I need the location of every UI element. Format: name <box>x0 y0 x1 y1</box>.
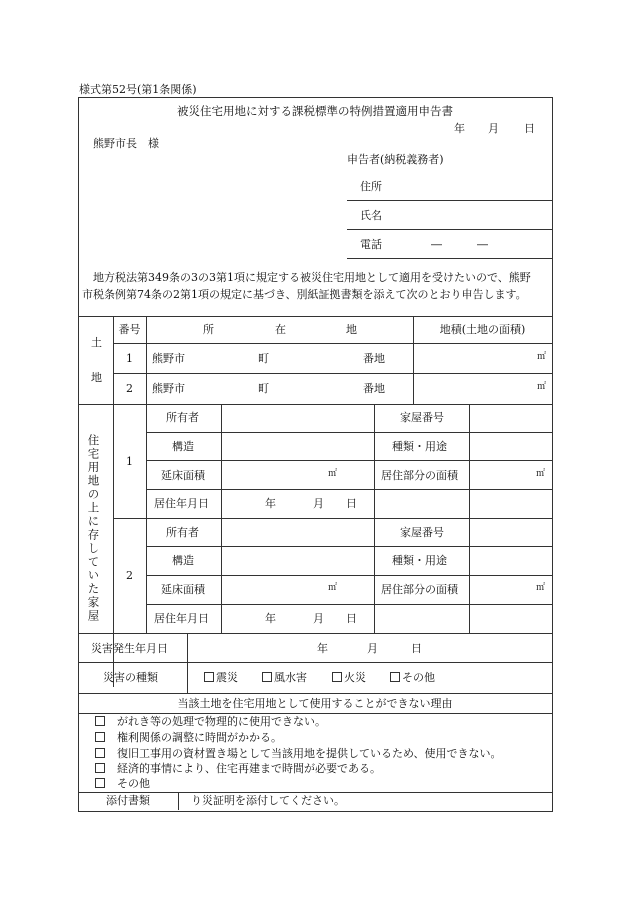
house-section-label: 住宅用地の上に存していた家屋 <box>86 434 101 623</box>
attachments-label: 添付書類 <box>106 794 150 807</box>
floor-area-label: 延床面積 <box>161 583 205 596</box>
phone-label: 電話 <box>360 238 382 251</box>
house-no-label: 家屋番号 <box>400 411 444 424</box>
form-number: 様式第52号(第1条関係) <box>79 83 197 96</box>
land-row-city: 熊野市 <box>152 352 185 365</box>
land-top-border <box>78 316 552 317</box>
reason-item-5[interactable]: その他 <box>95 778 150 789</box>
reason-item-2[interactable]: 権利関係の調整に時間がかかる。 <box>95 732 282 743</box>
land-header-line <box>113 343 552 344</box>
house-block-no: 1 <box>126 455 133 468</box>
house-line-3 <box>146 489 552 490</box>
form-title: 被災住宅用地に対する課税標準の特例措置適用申告書 <box>177 104 453 118</box>
type-label: 種類・用途 <box>392 554 447 567</box>
disaster-date-bottom <box>78 662 552 663</box>
land-bottom-border <box>78 404 552 405</box>
house-line-5 <box>146 546 552 547</box>
name-label: 氏名 <box>360 209 382 222</box>
type-label: 種類・用途 <box>392 440 447 453</box>
land-row-lot: 番地 <box>363 382 385 395</box>
addressee: 熊野市長 様 <box>93 137 159 150</box>
land-section-label: 土 <box>91 336 102 349</box>
structure-label: 構造 <box>172 440 194 453</box>
residence-date-label: 居住年月日 <box>154 497 209 510</box>
house-block-no: 2 <box>126 569 133 582</box>
checkbox-icon[interactable] <box>95 778 105 788</box>
phone-dash-2: ― <box>477 238 488 251</box>
disaster-type-label: 災害の種類 <box>103 671 158 684</box>
land-col-area: 地積(土地の面積) <box>439 323 526 336</box>
checkbox-icon[interactable] <box>95 748 105 758</box>
floor-area-label: 延床面積 <box>161 469 205 482</box>
name-line <box>347 229 552 230</box>
statement-line-1: 地方税法第349条の3の3第1項に規定する被災住宅用地として適用を受けたいので、熊野 <box>93 271 531 284</box>
residence-year: 年 <box>265 612 276 625</box>
disaster-label-divider <box>187 633 188 693</box>
reasons-heading: 当該土地を住宅用地として使用することができない理由 <box>177 697 453 710</box>
land-row-city: 熊野市 <box>152 382 185 395</box>
residential-area-label: 居住部分の面積 <box>381 469 458 482</box>
house-block-divider <box>113 518 552 519</box>
statement-line-2: 市税条例第74条の2第1項の規定に基づき、別紙証拠書類を添えて次のとおり申告します。 <box>82 288 527 301</box>
reason-item-4[interactable]: 経済的事情により、住宅再建まで時間が必要である。 <box>95 763 381 774</box>
land-house-left-column-divider <box>113 316 114 687</box>
residential-area-unit: ㎡ <box>536 469 546 479</box>
owner-label: 所有者 <box>166 411 199 424</box>
land-row-line <box>113 373 552 374</box>
house-line-1 <box>146 432 552 433</box>
attachments-divider <box>178 792 179 810</box>
disaster-type-bottom <box>78 693 552 694</box>
house-line-6 <box>146 575 552 576</box>
checkbox-icon[interactable] <box>95 763 105 773</box>
reason-item-3[interactable]: 復旧工事用の資材置き場として当該用地を提供しているため、使用できない。 <box>95 748 502 759</box>
residence-year: 年 <box>265 497 276 510</box>
land-col-no: 番号 <box>118 323 141 336</box>
land-col-location-2: 在 <box>275 323 286 336</box>
structure-label: 構造 <box>172 554 194 567</box>
phone-line <box>347 258 552 259</box>
date-day-label: 日 <box>524 122 535 135</box>
disaster-day: 日 <box>411 642 422 655</box>
disaster-type-fire[interactable]: 火災 <box>332 672 366 683</box>
residential-area-label: 居住部分の面積 <box>381 583 458 596</box>
attachments-value: り災証明を添付してください。 <box>191 794 345 807</box>
land-col-location-3: 地 <box>346 323 357 336</box>
reason-item-1[interactable]: がれき等の処理で物理的に使用できない。 <box>95 716 326 727</box>
checkbox-icon[interactable] <box>95 732 105 742</box>
disaster-month: 月 <box>367 642 378 655</box>
land-section-label-2: 地 <box>91 371 102 384</box>
address-label: 住所 <box>360 180 382 193</box>
checkbox-icon[interactable] <box>262 672 272 682</box>
house-line-7 <box>146 604 552 605</box>
disaster-type-other[interactable]: その他 <box>390 672 435 683</box>
disaster-date-label: 災害発生年月日 <box>91 642 168 655</box>
declarant-heading: 申告者(納税義務者) <box>347 153 444 166</box>
land-no-divider <box>146 316 147 404</box>
owner-label: 所有者 <box>166 526 199 539</box>
house-bottom-border <box>78 633 552 634</box>
floor-area-unit: ㎡ <box>328 469 338 479</box>
checkbox-icon[interactable] <box>390 672 400 682</box>
phone-dash-1: ― <box>431 238 442 251</box>
residence-day: 日 <box>346 612 357 625</box>
disaster-type-storm-flood[interactable]: 風水害 <box>262 672 307 683</box>
checkbox-icon[interactable] <box>95 716 105 726</box>
land-row-unit: ㎡ <box>536 352 546 362</box>
reasons-heading-bottom <box>78 713 552 714</box>
residence-month: 月 <box>313 612 324 625</box>
attachments-top <box>78 792 552 793</box>
land-row-unit: ㎡ <box>536 382 546 392</box>
residence-month: 月 <box>313 497 324 510</box>
disaster-year: 年 <box>317 642 328 655</box>
land-row-town: 町 <box>258 352 269 365</box>
checkbox-icon[interactable] <box>204 672 214 682</box>
residence-day: 日 <box>346 497 357 510</box>
land-col-location-1: 所 <box>203 323 214 336</box>
land-row-no: 2 <box>126 382 133 395</box>
land-row-lot: 番地 <box>363 352 385 365</box>
land-row-no: 1 <box>126 352 133 365</box>
address-line <box>347 200 552 201</box>
house-no-label: 家屋番号 <box>400 526 444 539</box>
checkbox-icon[interactable] <box>332 672 342 682</box>
house-line-2 <box>146 460 552 461</box>
date-year-label: 年 <box>454 122 465 135</box>
land-row-town: 町 <box>258 382 269 395</box>
disaster-type-earthquake[interactable]: 震災 <box>204 672 238 683</box>
floor-area-unit: ㎡ <box>328 583 338 593</box>
date-month-label: 月 <box>488 122 499 135</box>
residence-date-label: 居住年月日 <box>154 612 209 625</box>
residential-area-unit: ㎡ <box>536 583 546 593</box>
